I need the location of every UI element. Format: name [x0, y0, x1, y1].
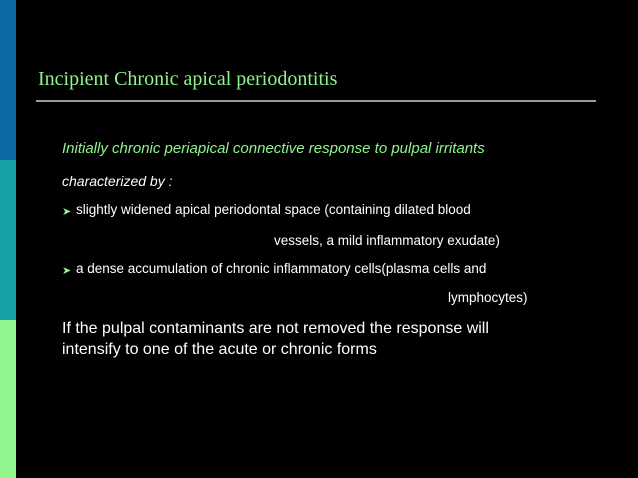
arrow-bullet-icon: ➤	[62, 264, 72, 277]
intro-text: characterized by :	[62, 173, 173, 189]
slide-subtitle: Initially chronic periapical connective response to pulpal irritants	[62, 140, 485, 157]
bullet-1-line-1: slightly widened apical periodontal space (containing dilated blood	[76, 202, 471, 217]
bullet-2-line-1: a dense accumulation of chronic inflammatory cells(plasma cells and	[76, 261, 487, 276]
conclusion-line-2: intensify to one of the acute or chronic forms	[62, 341, 377, 358]
conclusion-line-1: If the pulpal contaminants are not removed the response will	[62, 320, 489, 337]
title-underline	[36, 100, 596, 102]
side-band-blue	[0, 0, 16, 160]
side-band-teal	[0, 160, 16, 320]
bullet-2-line-2: lymphocytes)	[448, 290, 528, 305]
arrow-bullet-icon: ➤	[62, 205, 72, 218]
side-band-green	[0, 320, 16, 478]
bullet-1-line-2: vessels, a mild inflammatory exudate)	[274, 233, 500, 248]
slide-title: Incipient Chronic apical periodontitis	[38, 68, 338, 90]
